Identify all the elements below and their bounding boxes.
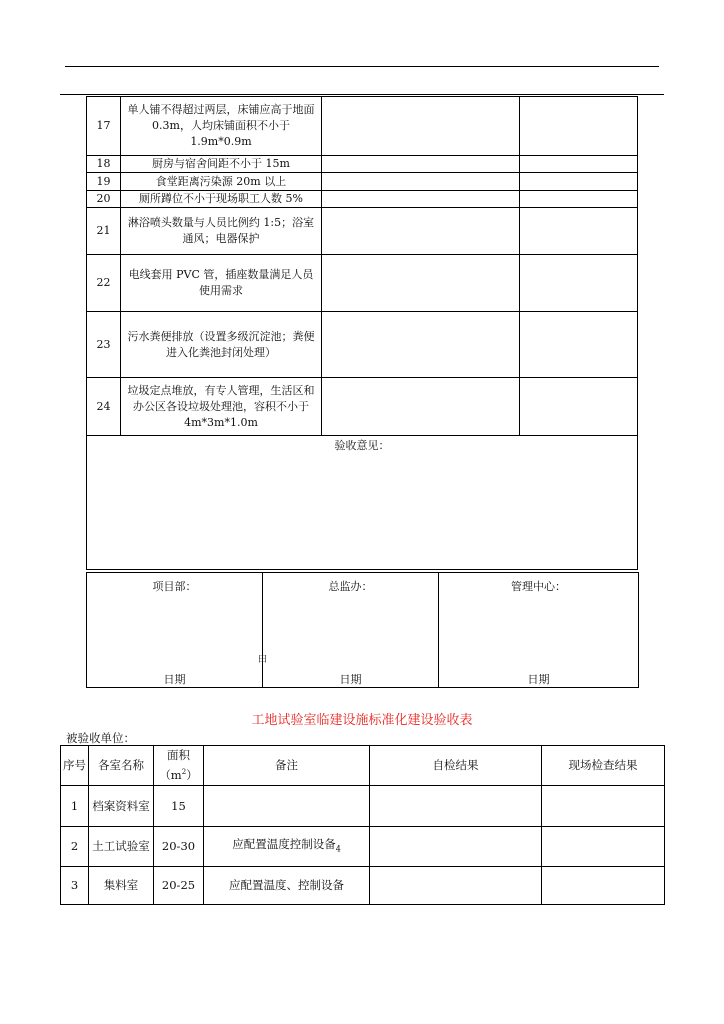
- row-site-check: [520, 312, 638, 378]
- supervisor-cell: [263, 573, 439, 688]
- header-area-unit-close: ）: [186, 767, 198, 782]
- row-site-check: [542, 786, 665, 827]
- header-area: [154, 746, 204, 786]
- row-standard: 垃圾定点堆放，有专人管理，生活区和办公区各设垃圾处理池，容积不小于 4m*3m*1.0m: [121, 378, 322, 436]
- row-self-check: [322, 312, 520, 378]
- row-site-check: [520, 156, 638, 173]
- table-row: [61, 867, 665, 905]
- table-row: [87, 255, 638, 312]
- row-note: [204, 786, 370, 827]
- table-row: [87, 312, 638, 378]
- row-self-check: [322, 173, 520, 191]
- row-self-check: [322, 156, 520, 173]
- row-standard: 单人铺不得超过两层，床铺应高于地面 0.3m，人均床铺面积不小于 1.9m*0.9m: [121, 97, 322, 156]
- row-area: 20-30: [154, 827, 204, 867]
- header-area-unit-sup: 2: [181, 768, 187, 777]
- row-self-check: [322, 378, 520, 436]
- row-self-check: [322, 208, 520, 255]
- row-room: 集料室: [89, 867, 154, 905]
- row-room: 土工试验室: [89, 827, 154, 867]
- row-note-text: 应配置温度控制设备: [232, 836, 336, 851]
- row-self-check: [322, 97, 520, 156]
- row-number: 23: [87, 312, 121, 378]
- inspection-table: [86, 96, 638, 570]
- row-site-check: [542, 827, 665, 867]
- row-room: 档案资料室: [89, 786, 154, 827]
- table-row: [61, 827, 665, 867]
- header-area-unit: （m: [159, 767, 182, 782]
- row-number: 19: [87, 173, 121, 191]
- row-standard: 污水粪便排放（设置多级沉淀池；粪便进入化粪池封闭处理）: [121, 312, 322, 378]
- header-row: [61, 746, 665, 786]
- table-row: [87, 208, 638, 255]
- row-number: 20: [87, 191, 121, 208]
- supervisor-label: 总监办：: [328, 580, 373, 593]
- table-top-rule: [60, 94, 664, 95]
- inspected-unit-label: 被验收单位：: [66, 731, 135, 745]
- date-label: 日期: [163, 673, 186, 686]
- row-note: 应配置温度、控制设备: [204, 867, 370, 905]
- row-number: 17: [87, 97, 121, 156]
- row-site-check: [542, 867, 665, 905]
- row-standard: 电线套用 PVC 管，插座数量满足人员使用需求: [121, 255, 322, 312]
- table-row: [87, 156, 638, 173]
- lab-acceptance-table: [60, 745, 665, 905]
- header-no: 序号: [61, 746, 89, 786]
- row-standard: 淋浴喷头数量与人员比例约 1:5；浴室通风；电器保护: [121, 208, 322, 255]
- acceptance-opinion: [87, 436, 638, 570]
- header-site-check: 现场检查结果: [542, 746, 665, 786]
- row-standard: 食堂距离污染源 20m 以上: [121, 173, 322, 191]
- row-note-mark: 4: [335, 844, 341, 854]
- row-self-check: [370, 867, 542, 905]
- row-standard: 厨房与宿舍间距不小于 15m: [121, 156, 322, 173]
- header-self-check: 自检结果: [370, 746, 542, 786]
- row-note: [204, 827, 370, 867]
- row-site-check: [520, 173, 638, 191]
- row-number: 3: [61, 867, 89, 905]
- signature-table: [86, 572, 639, 688]
- row-self-check: [322, 191, 520, 208]
- opinion-row: [87, 436, 638, 570]
- row-number: 2: [61, 827, 89, 867]
- table-row: [87, 378, 638, 436]
- row-number: 1: [61, 786, 89, 827]
- row-site-check: [520, 378, 638, 436]
- table-row: [61, 786, 665, 827]
- row-area: 20-25: [154, 867, 204, 905]
- section-title: 工地试验室临建设施标准化建设验收表: [251, 713, 473, 728]
- project-dept-cell: [87, 573, 268, 688]
- row-site-check: [520, 255, 638, 312]
- row-number: 22: [87, 255, 121, 312]
- date-label: 日期: [339, 673, 362, 686]
- row-standard: 厕所蹲位不小于现场职工人数 5%: [121, 191, 322, 208]
- table-row: [87, 173, 638, 191]
- row-number: 21: [87, 208, 121, 255]
- header-note: 备注: [204, 746, 370, 786]
- management-center-label: 管理中心：: [511, 580, 566, 593]
- project-dept-label: 项目部：: [152, 580, 197, 593]
- row-site-check: [520, 97, 638, 156]
- management-center-cell: [439, 573, 639, 688]
- table-row: [87, 97, 638, 156]
- date-label: 日期: [527, 673, 550, 686]
- row-self-check: [370, 827, 542, 867]
- table-row: [87, 191, 638, 208]
- row-site-check: [520, 191, 638, 208]
- row-area: 15: [154, 786, 204, 827]
- header-room: 各室名称: [89, 746, 154, 786]
- opinion-label: 验收意见：: [334, 439, 390, 452]
- header-area-label: 面积: [167, 748, 190, 763]
- row-self-check: [322, 255, 520, 312]
- row-site-check: [520, 208, 638, 255]
- row-number: 24: [87, 378, 121, 436]
- page-header-rule: [65, 66, 659, 67]
- row-number: 18: [87, 156, 121, 173]
- stray-mark: 田: [258, 655, 268, 665]
- row-self-check: [370, 786, 542, 827]
